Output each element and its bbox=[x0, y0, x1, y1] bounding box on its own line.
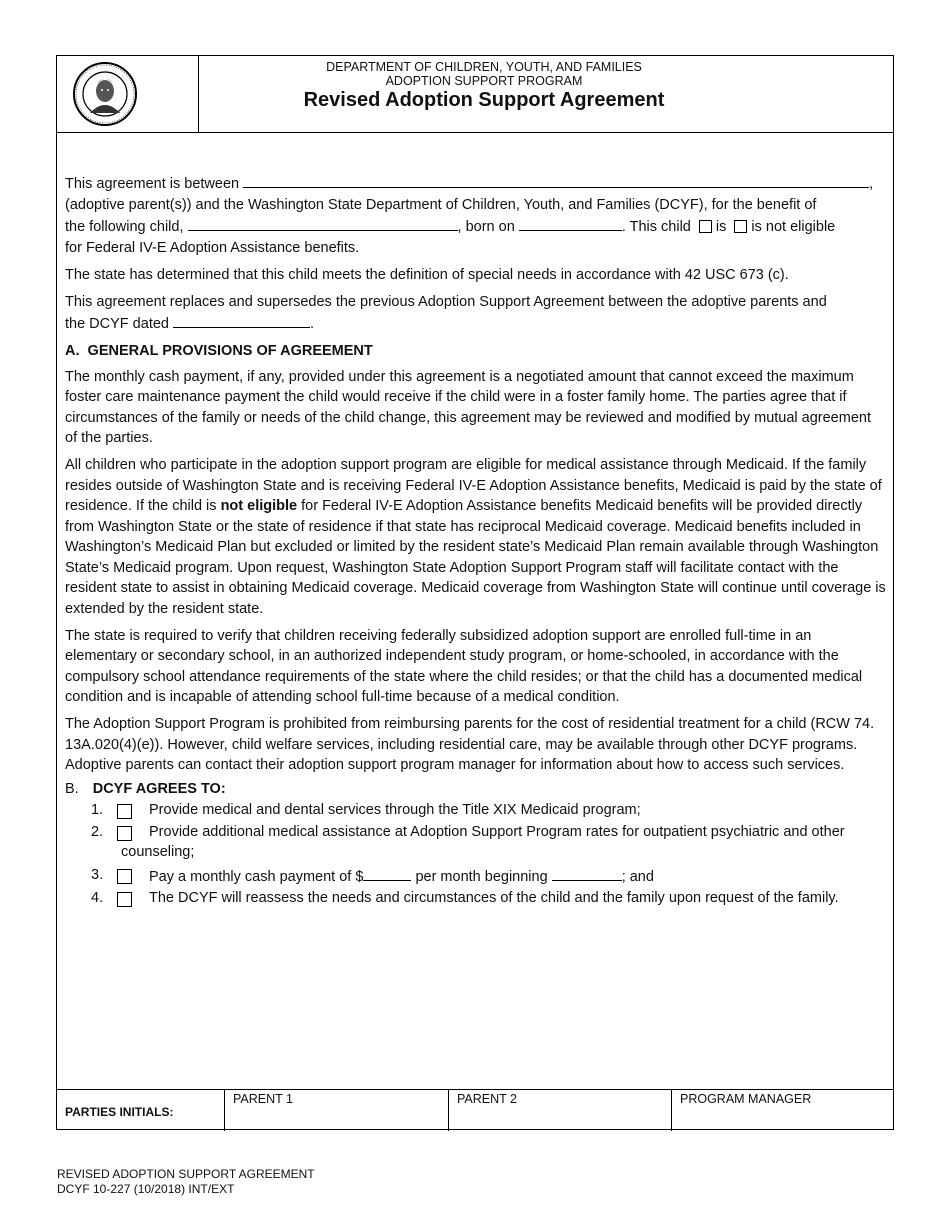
section-b-letter: B. bbox=[65, 780, 79, 797]
section-a-text: All children who participate in the adoption support program are eligible for medical assistance through Medicaid. If the family resides outside of Washington State and is receiving Federal IV-E Adoption Assistance benefits, Medicaid is paid by the state of residence. If the child is bbox=[65, 457, 882, 514]
section-a-heading: A. GENERAL PROVISIONS OF AGREEMENT bbox=[65, 343, 373, 359]
section-b-list bbox=[65, 800, 887, 909]
parent-2-initials-cell[interactable] bbox=[449, 1090, 672, 1131]
birth-date-field[interactable] bbox=[519, 215, 622, 231]
list-item bbox=[65, 822, 887, 863]
form-frame bbox=[56, 55, 894, 1130]
state-seal-icon bbox=[72, 61, 138, 127]
child-name-field[interactable] bbox=[188, 215, 458, 231]
item-number: 4. bbox=[91, 890, 104, 906]
intro-comma: , bbox=[869, 176, 874, 192]
item-text: per month beginning bbox=[415, 868, 548, 885]
program-manager-label: PROGRAM MANAGER bbox=[680, 1092, 812, 1106]
footer-form-name: REVISED ADOPTION SUPPORT AGREEMENT bbox=[57, 1167, 315, 1181]
form-footer bbox=[57, 1167, 315, 1196]
intro-text: This agreement replaces and supersedes the previous Adoption Support Agreement between the adoptive parents and bbox=[65, 293, 827, 310]
item-2-checkbox[interactable] bbox=[117, 826, 132, 841]
section-b-heading bbox=[65, 779, 887, 800]
item-1-checkbox[interactable] bbox=[117, 804, 132, 819]
title-block bbox=[198, 56, 770, 112]
list-item bbox=[65, 865, 887, 888]
item-text: The DCYF will reassess the needs and circumstances of the child and the family upon request of the family. bbox=[149, 890, 839, 906]
intro-paragraph-1 bbox=[65, 172, 887, 258]
page-title: Revised Adoption Support Agreement bbox=[303, 89, 665, 111]
intro-text: , born on bbox=[457, 219, 515, 235]
department-name: DEPARTMENT OF CHILDREN, YOUTH, AND FAMILIES bbox=[326, 60, 642, 74]
item-4-checkbox[interactable] bbox=[117, 892, 132, 907]
item-text: ; and bbox=[621, 868, 654, 885]
program-name: ADOPTION SUPPORT PROGRAM bbox=[385, 74, 583, 88]
parent-1-initials-cell[interactable] bbox=[225, 1090, 449, 1131]
form-body bbox=[65, 172, 887, 909]
list-item bbox=[65, 888, 887, 909]
intro-paragraph-2: The state has determined that this child meets the definition of special needs in accordance with 42 USC 673 (c). bbox=[65, 266, 789, 283]
payment-start-date-field[interactable] bbox=[552, 865, 622, 881]
form-header bbox=[57, 56, 893, 133]
item-number: 1. bbox=[91, 802, 104, 818]
footer-form-number: DCYF 10-227 (10/2018) INT/EXT bbox=[57, 1181, 235, 1196]
item-3-checkbox[interactable] bbox=[117, 869, 132, 884]
intro-paragraph-3 bbox=[65, 292, 887, 335]
item-number: 2. bbox=[91, 823, 104, 840]
not-eligible-checkbox[interactable] bbox=[734, 220, 747, 233]
item-number: 3. bbox=[91, 866, 104, 883]
intro-period: . bbox=[310, 316, 315, 332]
intro-text: for Federal IV-E Adoption Assistance benefits. bbox=[65, 239, 360, 256]
seal-cell bbox=[57, 56, 199, 132]
parent-2-label: PARENT 2 bbox=[457, 1092, 517, 1106]
adoptive-parents-field[interactable] bbox=[243, 172, 869, 188]
intro-text: . This child bbox=[621, 219, 691, 235]
program-manager-initials-cell[interactable] bbox=[672, 1090, 893, 1131]
intro-text: (adoptive parent(s)) and the Washington State Department of Children, Youth, and Families (DCYF), for the benefit of bbox=[65, 196, 817, 213]
initials-label-cell bbox=[57, 1090, 225, 1131]
item-text: Provide medical and dental services through the Title XIX Medicaid program; bbox=[149, 802, 641, 818]
intro-text: the DCYF dated bbox=[65, 316, 169, 332]
intro-text: This agreement is between bbox=[65, 176, 240, 192]
section-a-paragraph-1: The monthly cash payment, if any, provided under this agreement is a negotiated amount that cannot exceed the maximum foster care maintenance payment the child would receive if the child were in a foster family home. The parties agree that if circumstances of the family or needs of the child change, this agreement may be reviewed and modified by mutual agreement of the parties. bbox=[65, 368, 871, 446]
previous-agreement-date-field[interactable] bbox=[173, 312, 310, 328]
initials-label: PARTIES INITIALS: bbox=[65, 1105, 174, 1119]
section-b-title: DCYF AGREES TO: bbox=[92, 780, 226, 797]
parties-initials-row bbox=[57, 1089, 893, 1131]
item-text: Pay a monthly cash payment of $ bbox=[149, 868, 364, 885]
section-a-paragraph-4: The Adoption Support Program is prohibited from reimbursing parents for the cost of residential treatment for a child (RCW 74. 13A.020(4)(e)). However, child welfare services, including residential care, may be available through other DCYF programs. Adoptive parents can contact their adoption support program manager for information about how to access such services. bbox=[65, 716, 875, 773]
eligible-label: is bbox=[715, 219, 727, 235]
parent-1-label: PARENT 1 bbox=[233, 1092, 293, 1106]
eligible-checkbox[interactable] bbox=[699, 220, 712, 233]
not-eligible-label: is not eligible bbox=[751, 219, 836, 235]
section-a-paragraph-2 bbox=[65, 455, 887, 619]
section-a-text: for Federal IV-E Adoption Assistance benefits Medicaid benefits will be provided directly from Washington State or the state of residence if that state has reciprocal Medicaid coverage. Medicaid benefits included in Washington’s Medicaid Plan but excluded or limited by the resident state’s Medicaid Plan remain available through Washington State’s Medicaid program. Upon request, Washington State Adoption Support Program staff will facilitate contact with the resident state to assist in obtaining Medicaid coverage. Medicaid coverage from Washington State will continue until coverage is extended by the resident state. bbox=[65, 498, 886, 617]
item-text: Provide additional medical assistance at Adoption Support Program rates for outpatient psychiatric and other counseling; bbox=[121, 823, 845, 860]
intro-text: the following child, bbox=[65, 219, 184, 235]
monthly-payment-field[interactable] bbox=[363, 865, 411, 881]
list-item bbox=[65, 800, 887, 821]
not-eligible-emphasis: not eligible bbox=[220, 498, 298, 514]
section-a-paragraph-3: The state is required to verify that children receiving federally subsidized adoption support are enrolled full-time in an elementary or secondary school, in an authorized independent study program, or home-schooled, in accordance with the compulsory school attendance requirements of the state where the child resides; or that the child has a documented medical condition and is incapable of attending school full-time because of a medical condition. bbox=[65, 627, 863, 705]
